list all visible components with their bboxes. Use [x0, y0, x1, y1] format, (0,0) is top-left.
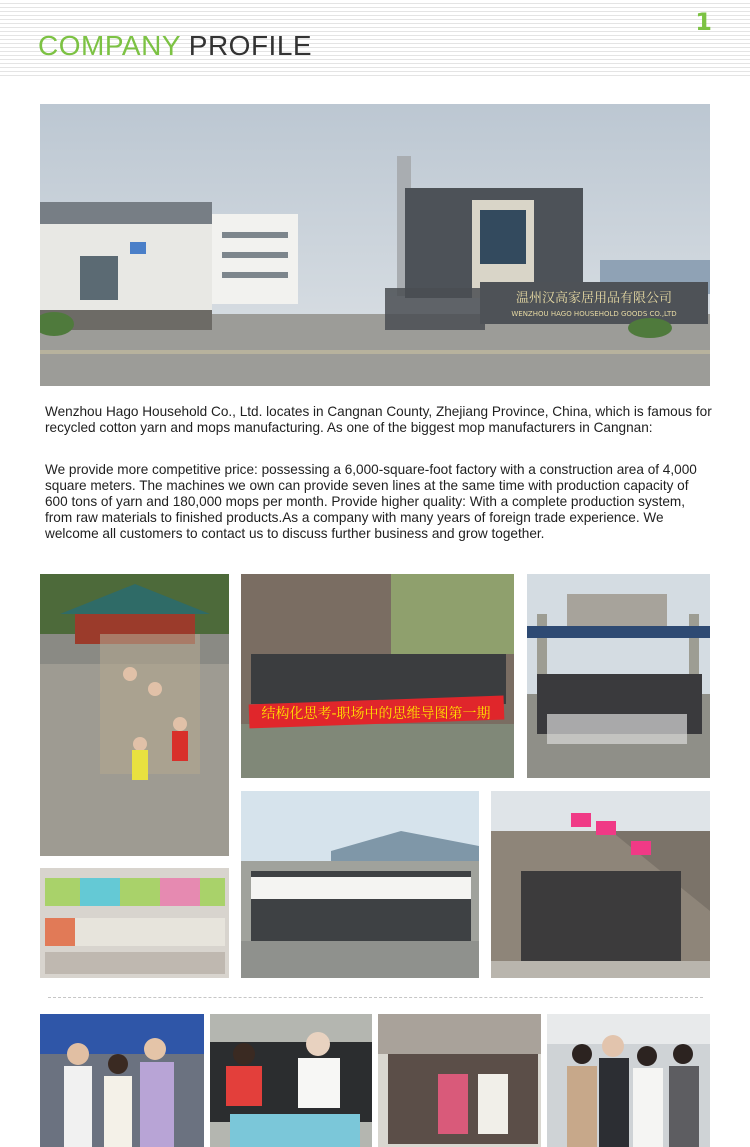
- team-photo-flags: [491, 791, 710, 978]
- title-profile: PROFILE: [188, 30, 313, 61]
- customer-photo-4: [547, 1014, 710, 1147]
- factory-sign-cn: 温州汉高家居用品有限公司: [515, 291, 673, 306]
- customer-photo-2: [210, 1014, 372, 1147]
- team-photo-beach: [241, 791, 479, 978]
- team-photo-archway: [527, 574, 710, 778]
- intro-paragraph-1: Wenzhou Hago Household Co., Ltd. locates in Cangnan County, Zhejiang Province, China, which is famous for recycled cotton yarn and mops manufacturing. As one of the biggest mop manufacturers in Cangnan:: [45, 404, 712, 435]
- mop-products-photo: [40, 868, 229, 978]
- header: [0, 0, 750, 78]
- factory-photo: [40, 104, 710, 386]
- section-divider: [48, 997, 703, 998]
- page-number: 1: [695, 8, 712, 36]
- factory-sign-en: WENZHOU HAGO HOUSEHOLD GOODS CO.,LTD: [511, 310, 677, 318]
- banner-text: 结构化思考-职场中的思维导图第一期: [261, 706, 491, 722]
- customer-photo-1: [40, 1014, 204, 1147]
- team-photo-temple-stairs: [40, 574, 229, 856]
- page-title: [38, 30, 312, 62]
- customer-photo-3: [378, 1014, 541, 1147]
- intro-paragraph-2: We provide more competitive price: possessing a 6,000-square-foot factory with a construction area of 4,000 square meters. The machines we own can provide seven lines at the same time with production capacity of 600 tons of yarn and 180,000 mops per month. Provide higher quality: With a complete production system, from raw materials to finished products.As a company with many years of foreign trade experience. We welcome all customers to contact us to discuss further business and grow together.: [45, 462, 697, 541]
- title-company: COMPANY: [38, 30, 181, 61]
- team-photo-banner-group: [241, 574, 514, 778]
